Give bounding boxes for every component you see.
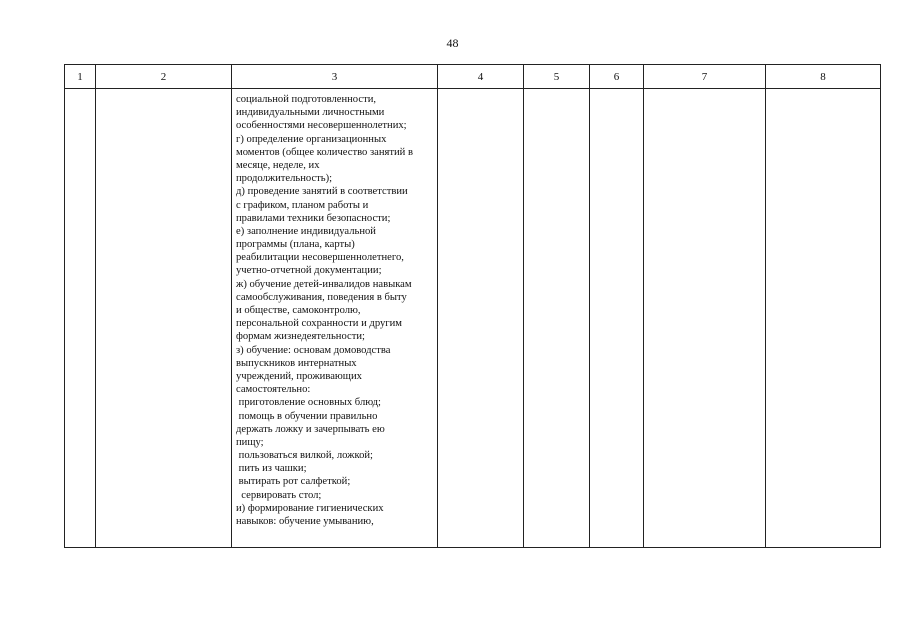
text-line: держать ложку и зачерпывать ею xyxy=(236,423,385,435)
text-line: правилами техники безопасности; xyxy=(236,212,391,224)
text-line: учреждений, проживающих xyxy=(236,370,362,382)
column-header-2: 2 xyxy=(96,65,232,89)
text-line: сервировать стол; xyxy=(236,489,322,501)
text-line: з) обучение: основам домоводства xyxy=(236,344,391,356)
cell-col-1 xyxy=(65,89,96,548)
text-line: персональной сохранности и другим xyxy=(236,318,402,330)
column-header-3: 3 xyxy=(232,65,438,89)
column-header-6: 6 xyxy=(590,65,644,89)
page-number: 48 xyxy=(446,36,459,50)
column-header-1: 1 xyxy=(65,65,96,89)
cell-col-2 xyxy=(96,89,232,548)
column-header-8: 8 xyxy=(766,65,881,89)
text-line: пищу; xyxy=(236,436,264,448)
column-3-text xyxy=(232,89,437,528)
cell-col-7 xyxy=(644,89,766,548)
text-line: г) определение организационных xyxy=(236,133,387,145)
text-line: формам жизнедеятельности; xyxy=(236,331,365,343)
text-line: особенностями несовершеннолетних; xyxy=(236,120,407,132)
text-line: помощь в обучении правильно xyxy=(236,410,378,422)
table-row xyxy=(65,89,881,548)
text-line: ж) обучение детей-инвалидов навыкам xyxy=(236,278,412,290)
text-line: продолжительность); xyxy=(236,173,333,185)
text-line: е) заполнение индивидуальной xyxy=(236,225,376,237)
text-line: д) проведение занятий в соответствии xyxy=(236,186,408,198)
table-header-row xyxy=(65,65,881,89)
document-table xyxy=(64,64,881,548)
text-line: реабилитации несовершеннолетнего, xyxy=(236,252,404,264)
text-line: самообслуживания, поведения в быту xyxy=(236,291,407,303)
text-line: индивидуальными личностными xyxy=(236,107,385,119)
text-line: вытирать рот салфеткой; xyxy=(236,476,351,488)
cell-col-4 xyxy=(438,89,524,548)
text-line: социальной подготовленности, xyxy=(236,94,377,105)
text-line: самостоятельно: xyxy=(236,384,311,396)
text-line: и обществе, самоконтролю, xyxy=(236,305,361,316)
cell-col-8 xyxy=(766,89,881,548)
cell-col-3 xyxy=(232,89,438,548)
text-line: учетно-отчетной документации; xyxy=(236,265,382,277)
column-header-4: 4 xyxy=(438,65,524,89)
text-line: и) формирование гигиенических xyxy=(236,502,384,514)
text-line: моментов (общее количество занятий в xyxy=(236,146,414,158)
cell-col-5 xyxy=(524,89,590,548)
cell-col-6 xyxy=(590,89,644,548)
text-line: месяце, неделе, их xyxy=(236,159,320,171)
text-line: пользоваться вилкой, ложкой; xyxy=(236,450,373,462)
text-line: пить из чашки; xyxy=(236,463,307,475)
text-line: навыков: обучение умыванию, xyxy=(236,516,374,527)
text-line: выпускников интернатных xyxy=(236,357,357,369)
column-header-7: 7 xyxy=(644,65,766,89)
text-line: приготовление основных блюд; xyxy=(236,397,381,409)
text-line: программы (плана, карты) xyxy=(236,239,355,251)
column-header-5: 5 xyxy=(524,65,590,89)
text-line: с графиком, планом работы и xyxy=(236,199,369,211)
